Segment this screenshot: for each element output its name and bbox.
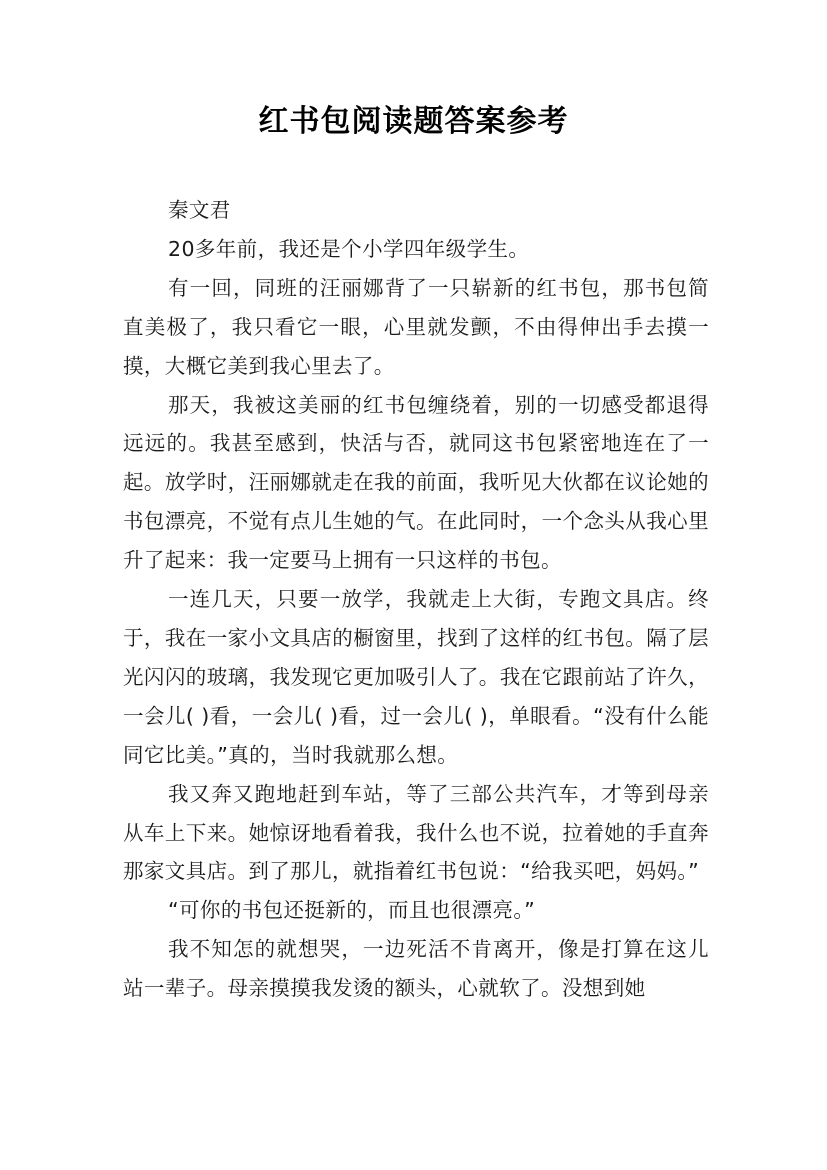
article-body [123, 191, 709, 1008]
paragraph-5: 我又奔又跑地赶到车站，等了三部公共汽车，才等到母亲从车上下来。她惊讶地看着我，我什么也不说，拉着她的手直奔那家文具店。到了那儿，就指着红书包说：“给我买吧，妈妈。” [123, 781, 709, 884]
paragraph-3: 那天，我被这美丽的红书包缠绕着，别的一切感受都退得远远的。我甚至感到，快活与否，就同这书包紧密地连在了一起。放学时，汪丽娜就走在我的前面，我听见大伙都在议论她的书包漂亮，不觉有点儿生她的气。在此同时，一个念头从我心里升了起来：我一定要马上拥有一只这样的书包。 [123, 392, 709, 573]
page-title: 红书包阅读题答案参考 [258, 104, 569, 139]
paragraph-2: 有一回，同班的汪丽娜背了一只崭新的红书包，那书包简直美极了，我只看它一眼，心里就发颤，不由得伸出手去摸一摸，大概它美到我心里去了。 [123, 275, 709, 378]
paragraph-7: 我不知怎的就想哭，一边死活不肯离开，像是打算在这儿站一辈子。母亲摸摸我发烫的额头，心就软了。没想到她 [123, 937, 709, 1001]
paragraph-4: 一连几天，只要一放学，我就走上大街，专跑文具店。终于，我在一家小文具店的橱窗里，找到了这样的红书包。隔了层光闪闪的玻璃，我发现它更加吸引人了。我在它跟前站了许久，一会儿( )看，一会儿( )看，过一会儿( )，单眼看。“没有什么能同它比美。”真的，当时我就那么想。 [123, 587, 709, 767]
paragraph-1: 20多年前，我还是个小学四年级学生。 [168, 236, 530, 261]
author-line: 秦文君 [168, 198, 231, 222]
paragraph-6: “可你的书包还挺新的，而且也很漂亮。” [168, 898, 536, 923]
